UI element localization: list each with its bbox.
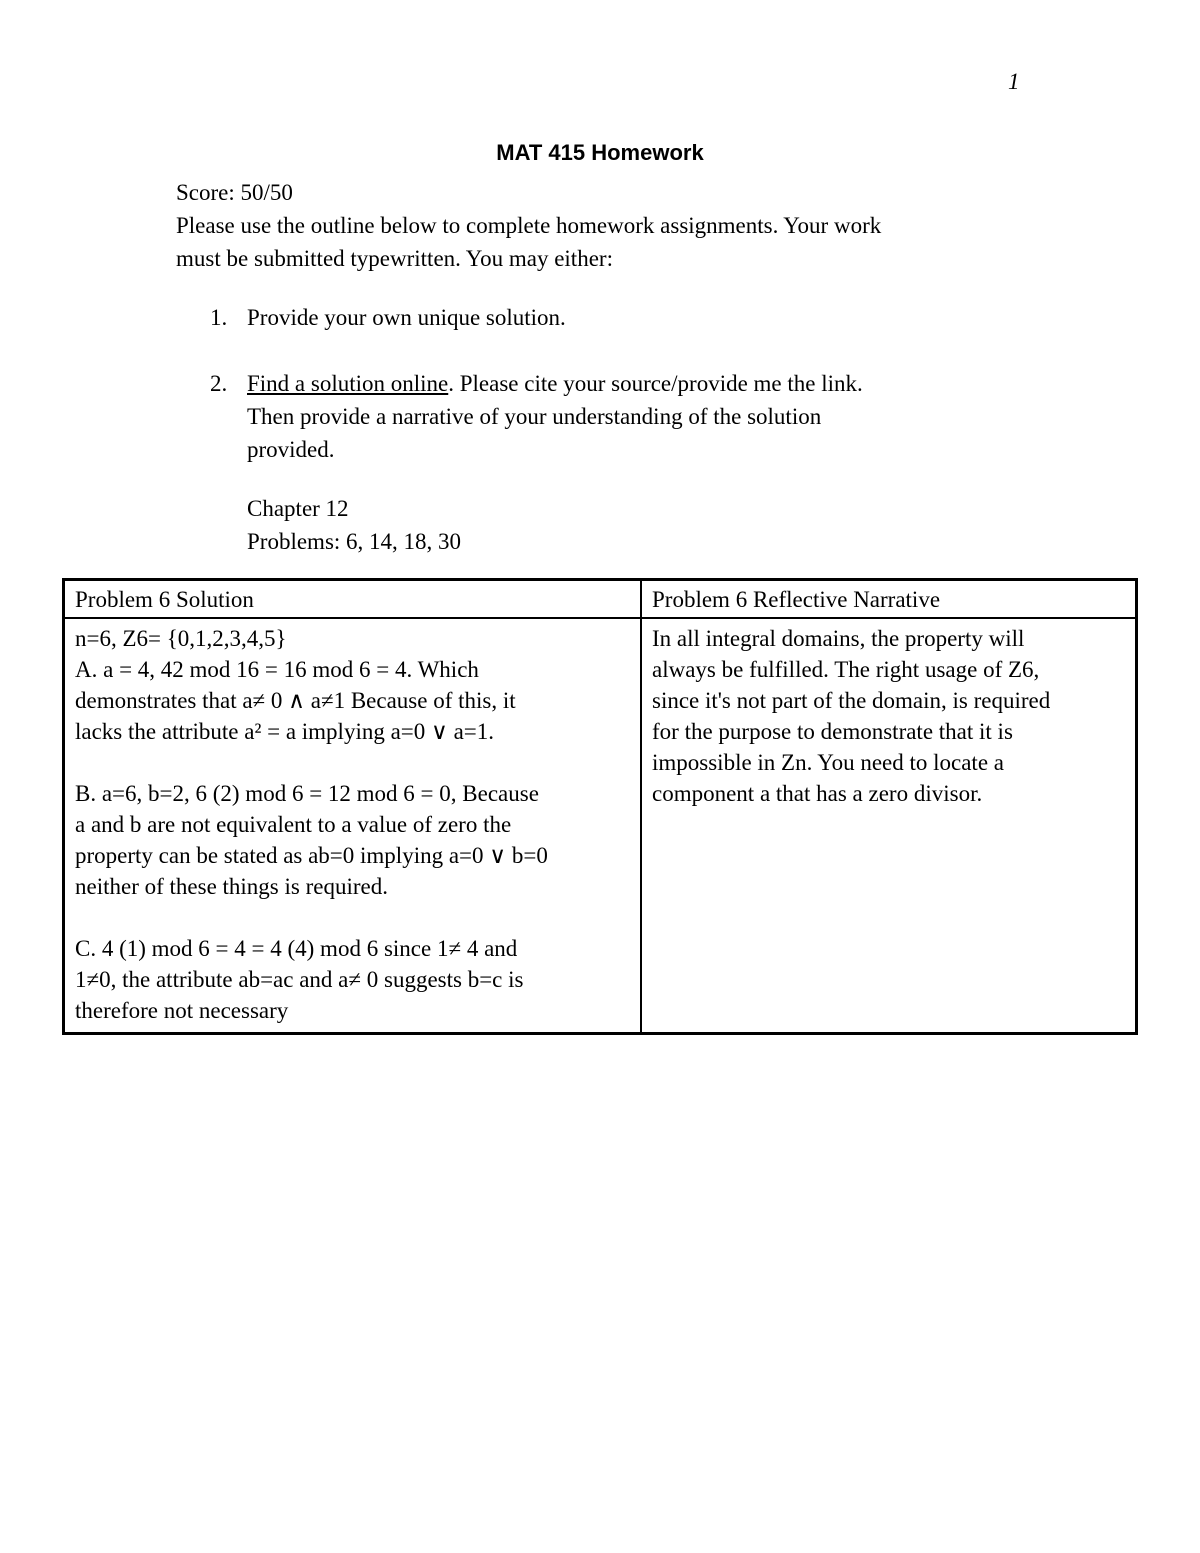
page-number: 1 (1008, 69, 1020, 94)
solution-line: C. 4 (1) mod 6 = 4 = 4 (4) mod 6 since 1≠ 4 and (75, 936, 518, 961)
solution-line: A. a = 4, 42 mod 16 = 16 mod 6 = 4. Which (75, 657, 479, 682)
solution-line: property can be stated as ab=0 implying a=0 ∨ b=0 (75, 843, 548, 868)
list-item-2-line-1 (247, 367, 863, 400)
table-header-narrative: Problem 6 Reflective Narrative (642, 581, 1135, 619)
narrative-line: for the purpose to demonstrate that it is (652, 719, 1013, 744)
solution-line-blank (75, 747, 630, 778)
chapter-problems: Problems: 6, 14, 18, 30 (247, 529, 462, 554)
chapter-section (247, 492, 1200, 558)
score-line: Score: 50/50 (176, 180, 293, 205)
narrative-line: In all integral domains, the property will (652, 626, 1025, 651)
narrative-line: always be fulfilled. The right usage of Z6, (652, 657, 1040, 682)
intro-section (176, 176, 1050, 275)
document-title: MAT 415 Homework (496, 140, 704, 165)
list-item-2-line-2: Then provide a narrative of your understanding of the solution (247, 404, 822, 429)
narrative-line: since it's not part of the domain, is required (652, 688, 1051, 713)
list-item-1 (210, 301, 1200, 334)
narrative-line: component a that has a zero divisor. (652, 781, 983, 806)
list-item-2-after-underline: . Please cite your source/provide me the link. (448, 371, 863, 396)
chapter-title: Chapter 12 (247, 496, 349, 521)
narrative-line: impossible in Zn. You need to locate a (652, 750, 1004, 775)
list-item-1-number: 1. (210, 305, 228, 330)
solution-cell (65, 619, 642, 1032)
problem-6-table (62, 578, 1138, 1035)
solution-line-blank (75, 902, 630, 933)
solution-line: 1≠0, the attribute ab=ac and a≠ 0 suggests b=c is (75, 967, 524, 992)
instruction-list (210, 301, 1200, 466)
list-item-1-text: Provide your own unique solution. (247, 305, 566, 330)
solution-line: neither of these things is required. (75, 874, 388, 899)
solution-line: a and b are not equivalent to a value of zero the (75, 812, 512, 837)
intro-line-2: must be submitted typewritten. You may either: (176, 246, 613, 271)
table-header-solution: Problem 6 Solution (65, 581, 642, 619)
solution-line: B. a=6, b=2, 6 (2) mod 6 = 12 mod 6 = 0, Because (75, 781, 539, 806)
underlined-phrase: Find a solution online (247, 371, 449, 396)
intro-line-1: Please use the outline below to complete homework assignments. Your work (176, 213, 882, 238)
list-item-2-line-3: provided. (247, 437, 335, 462)
solution-line: lacks the attribute a² = a implying a=0 ∨ a=1. (75, 719, 495, 744)
list-item-2-number: 2. (210, 371, 228, 396)
solution-line: n=6, Z6= {0,1,2,3,4,5} (75, 626, 287, 651)
solution-line: therefore not necessary (75, 998, 289, 1023)
list-item-2 (210, 367, 1200, 466)
narrative-cell (642, 619, 1135, 1032)
solution-line: demonstrates that a≠ 0 ∧ a≠1 Because of this, it (75, 688, 516, 713)
